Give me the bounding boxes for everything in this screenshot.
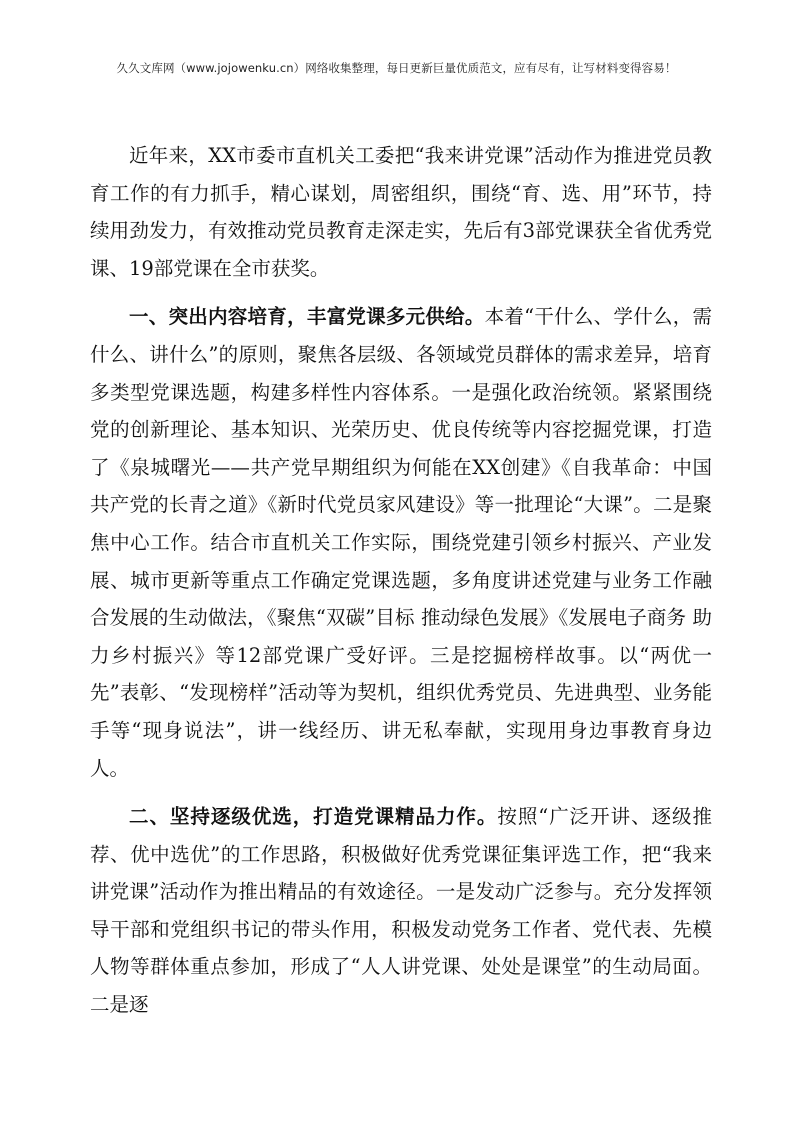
section-1-heading: 一、突出内容培育，丰富党课多元供给。 bbox=[129, 305, 485, 329]
section-2-heading: 二、坚持逐级优选，打造党课精品力作。 bbox=[129, 805, 498, 829]
paragraph-intro bbox=[90, 137, 712, 287]
paragraph-section-2 bbox=[90, 798, 712, 1024]
section-1-body: 本着“干什么、学什么，需什么、讲什么”的原则，聚焦各层级、各领域党员群体的需求差异，培育多类型党课选题，构建多样性内容体系。一是强化政治统领。紧紧围绕党的创新理论、基本知识、光荣历史、优良传统等内容挖掘党课，打造了《泉城曙光——共产党早期组织为何能在XX创建》《自我革命：中国共产党的长青之道》《新时代党员家风建设》等一批理论“大课”。二是聚焦中心工作。结合市直机关工作实际，围绕党建引领乡村振兴、产业发展、城市更新等重点工作确定党课选题，多角度讲述党建与业务工作融合发展的生动做法，《聚焦“双碳”目标 推动绿色发展》《发展电子商务 助力乡村振兴》等12部党课广受好评。三是挖掘榜样故事。以“两优一先”表彰、“发现榜样”活动等为契机，组织优秀党员、先进典型、业务能手等“现身说法”，讲一线经历、讲无私奉献，实现用身边事教育身边人。 bbox=[90, 305, 712, 780]
paragraph-section-1 bbox=[90, 298, 712, 787]
document-body bbox=[90, 137, 712, 1024]
page-header: 久久文库网（www.jojowenku.cn）网络收集整理，每日更新巨量优质范文，应有尽有，让写材料变得容易！ bbox=[116, 61, 677, 75]
paragraph-intro-text: 近年来，XX市委市直机关工委把“我来讲党课”活动作为推进党员教育工作的有力抓手，精心谋划，周密组织，围绕“育、选、用”环节，持续用劲发力，有效推动党员教育走深走实，先后有3部党课获全省优秀党课、19部党课在全市获奖。 bbox=[90, 144, 712, 280]
section-2-body: 按照“广泛开讲、逐级推荐、优中选优”的工作思路，积极做好优秀党课征集评选工作，把“我来讲党课”活动作为推出精品的有效途径。一是发动广泛参与。充分发挥领导干部和党组织书记的带头作用，积极发动党务工作者、党代表、先模人物等群体重点参加，形成了“人人讲党课、处处是课堂”的生动局面。二是逐 bbox=[90, 805, 712, 1017]
